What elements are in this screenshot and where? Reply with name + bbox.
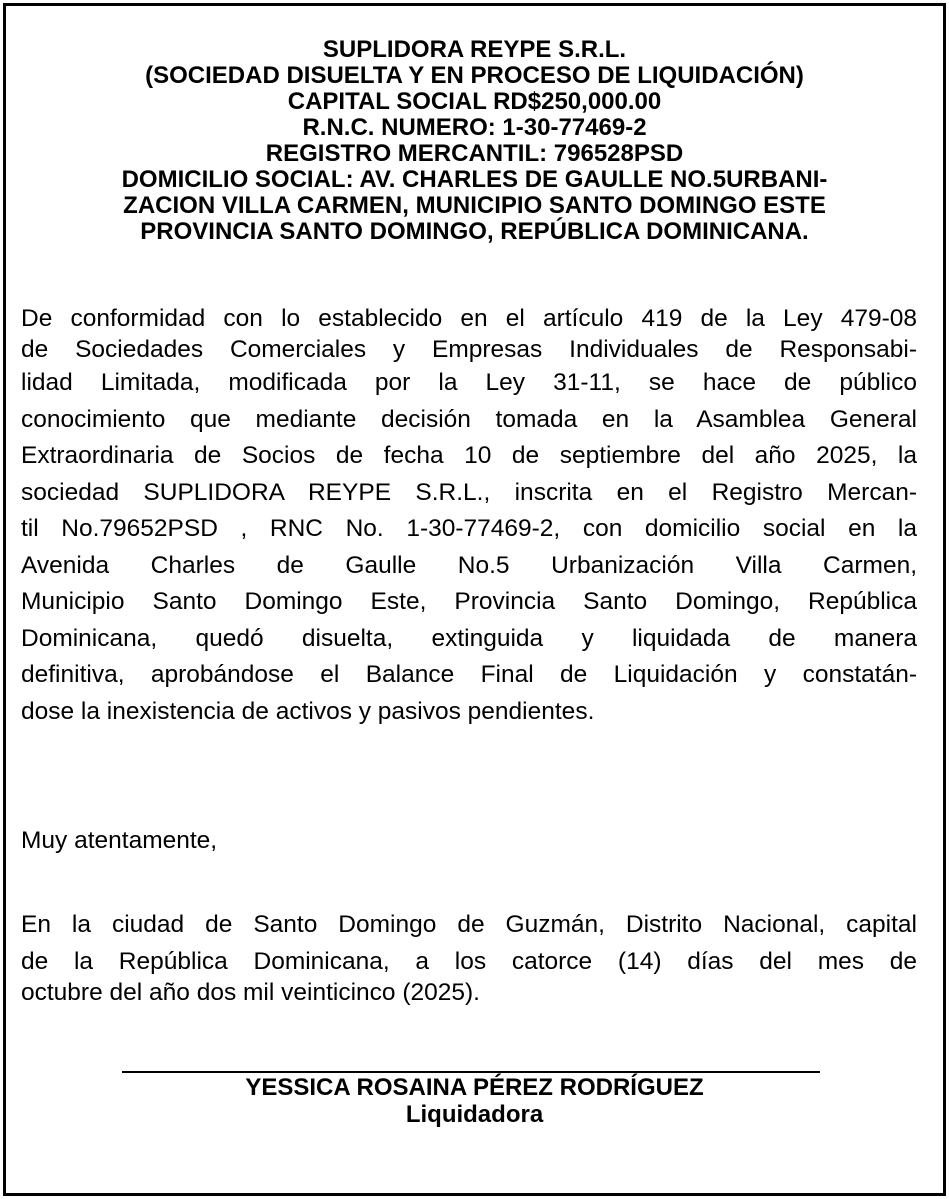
signature-block xyxy=(20,1074,929,1128)
signatory-name: YESSICA ROSAINA PÉREZ RODRÍGUEZ xyxy=(245,1074,704,1101)
body-line: de Sociedades Comerciales y Empresas Individuales de Responsabi- xyxy=(21,336,917,363)
body-line: lidad Limitada, modificada por la Ley 31-11, se hace de público xyxy=(21,369,917,396)
signatory-title: Liquidadora xyxy=(405,1101,544,1128)
company-name: SUPLIDORA REYPE S.R.L. xyxy=(322,36,627,63)
notice-body xyxy=(21,303,917,730)
domicilio-line-3: PROVINCIA SANTO DOMINGO, REPÚBLICA DOMINICANA. xyxy=(140,218,809,245)
body-line: dose la inexistencia de activos y pasivos pendientes. xyxy=(21,697,595,725)
closing-salutation: Muy atentamente, xyxy=(21,827,218,854)
body-line: De conformidad con lo establecido en el artículo 419 de la Ley 479-08 xyxy=(21,305,917,332)
notice-header xyxy=(20,37,929,245)
signature-line xyxy=(122,1071,820,1073)
company-status: (SOCIEDAD DISUELTA Y EN PROCESO DE LIQUIDACIÓN) xyxy=(145,62,804,89)
body-line: til No.79652PSD , RNC No. 1-30-77469-2, con domicilio social en la xyxy=(21,515,917,542)
registro-mercantil: REGISTRO MERCANTIL: 796528PSD xyxy=(265,140,684,167)
place-date-line: de la República Dominicana, a los catorce (14) días del mes de xyxy=(21,948,917,975)
domicilio-line-1: DOMICILIO SOCIAL: AV. CHARLES DE GAULLE NO.5URBANI- xyxy=(121,166,828,193)
capital-social: CAPITAL SOCIAL RD$250,000.00 xyxy=(287,88,662,115)
body-line: definitiva, aprobándose el Balance Final de Liquidación y constatán- xyxy=(21,661,917,688)
body-line: Municipio Santo Domingo Este, Provincia Santo Domingo, República xyxy=(21,588,917,615)
domicilio-line-2: ZACION VILLA CARMEN, MUNICIPIO SANTO DOMINGO ESTE xyxy=(123,192,826,219)
body-line: Extraordinaria de Socios de fecha 10 de septiembre del año 2025, la xyxy=(21,442,917,469)
body-line: sociedad SUPLIDORA REYPE S.R.L., inscrita en el Registro Mercan- xyxy=(21,478,917,506)
body-line: conocimiento que mediante decisión tomada en la Asamblea General xyxy=(21,405,917,433)
place-date-line: octubre del año dos mil veinticinco (2025). xyxy=(21,979,480,1006)
place-date-line: En la ciudad de Santo Domingo de Guzmán, Distrito Nacional, capital xyxy=(21,911,917,938)
body-line: Dominicana, quedó disuelta, extinguida y liquidada de manera xyxy=(21,624,917,652)
place-date-paragraph xyxy=(21,904,917,1008)
body-line: Avenida Charles de Gaulle No.5 Urbanización Villa Carmen, xyxy=(21,551,917,579)
rnc-number: R.N.C. NUMERO: 1-30-77469-2 xyxy=(302,114,647,141)
